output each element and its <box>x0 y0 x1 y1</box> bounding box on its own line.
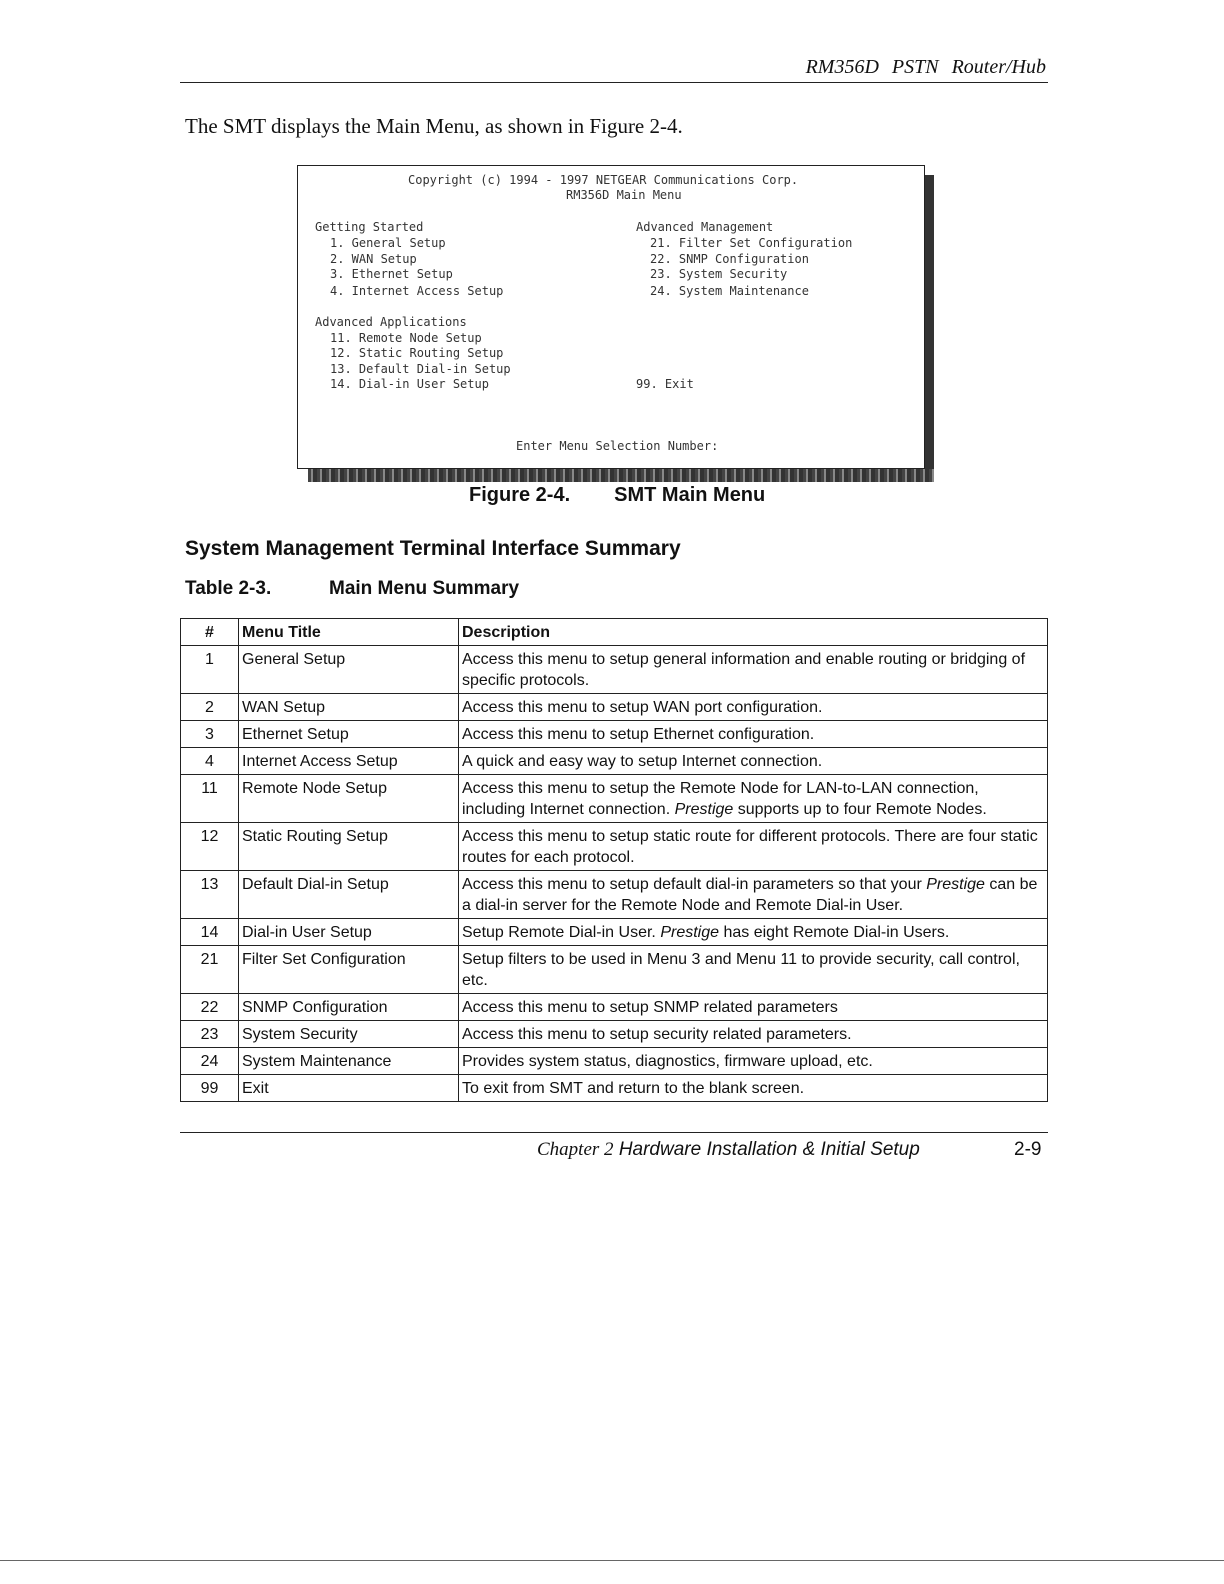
menu-item-filter-set-configuration: 21. Filter Set Configuration <box>650 236 853 250</box>
row-menu-title: System Security <box>239 1021 459 1048</box>
table-row <box>181 823 1048 871</box>
row-menu-title: Ethernet Setup <box>239 721 459 748</box>
row-number: 12 <box>181 823 239 871</box>
row-menu-title: Remote Node Setup <box>239 775 459 823</box>
product-name: Prestige <box>674 801 734 818</box>
figure-label: Figure 2-4. <box>469 484 571 506</box>
table-row <box>181 721 1048 748</box>
row-description: Setup filters to be used in Menu 3 and Menu 11 to provide security, call control, etc. <box>459 946 1048 994</box>
table-label: Table 2-3. <box>185 578 272 599</box>
row-description: A quick and easy way to setup Internet connection. <box>459 748 1048 775</box>
row-menu-title: Dial-in User Setup <box>239 919 459 946</box>
figure-title: SMT Main Menu <box>614 484 766 506</box>
row-number: 23 <box>181 1021 239 1048</box>
menu-item-general-setup: 1. General Setup <box>330 236 446 250</box>
row-menu-title: System Maintenance <box>239 1048 459 1075</box>
row-number: 22 <box>181 994 239 1021</box>
table-title: Main Menu Summary <box>329 578 520 599</box>
header-menu-title: Menu Title <box>239 619 459 646</box>
row-number: 21 <box>181 946 239 994</box>
row-menu-title: SNMP Configuration <box>239 994 459 1021</box>
section-heading: System Management Terminal Interface Summary <box>185 537 681 560</box>
header-rule <box>180 82 1048 83</box>
row-menu-title: WAN Setup <box>239 694 459 721</box>
row-number: 4 <box>181 748 239 775</box>
row-description: Access this menu to setup the Remote Node for LAN-to-LAN connection, including Internet connection. Prestige supports up to four Remote Nodes. <box>459 775 1048 823</box>
menu-item-dial-in-user-setup: 14. Dial-in User Setup <box>330 377 489 391</box>
row-menu-title: Static Routing Setup <box>239 823 459 871</box>
scan-edge-rule <box>0 1560 1224 1561</box>
menu-item-exit: 99. Exit <box>636 377 694 391</box>
footer-rule <box>180 1132 1048 1133</box>
table-row <box>181 1021 1048 1048</box>
row-description: Access this menu to setup Ethernet configuration. <box>459 721 1048 748</box>
smt-terminal-screen <box>297 165 925 469</box>
terminal-subtitle: RM356D Main Menu <box>566 188 682 202</box>
table-row <box>181 775 1048 823</box>
menu-item-wan-setup: 2. WAN Setup <box>330 252 417 266</box>
main-menu-summary-table <box>180 618 1048 1102</box>
row-menu-title: General Setup <box>239 646 459 694</box>
table-row <box>181 748 1048 775</box>
row-number: 13 <box>181 871 239 919</box>
terminal-copyright: Copyright (c) 1994 - 1997 NETGEAR Communications Corp. <box>408 173 799 187</box>
row-description: Access this menu to setup general information and enable routing or bridging of specific protocols. <box>459 646 1048 694</box>
header-number: # <box>181 619 239 646</box>
row-description: Access this menu to setup WAN port configuration. <box>459 694 1048 721</box>
footer-chapter <box>537 1139 920 1161</box>
table-caption <box>185 578 520 600</box>
row-description: Setup Remote Dial-in User. Prestige has eight Remote Dial-in Users. <box>459 919 1048 946</box>
row-number: 14 <box>181 919 239 946</box>
figure-caption <box>469 484 765 507</box>
table-row <box>181 1075 1048 1102</box>
product-name: Prestige <box>660 924 720 941</box>
row-number: 2 <box>181 694 239 721</box>
row-number: 24 <box>181 1048 239 1075</box>
row-number: 99 <box>181 1075 239 1102</box>
advanced-applications-heading: Advanced Applications <box>315 315 467 329</box>
row-number: 11 <box>181 775 239 823</box>
row-description: Access this menu to setup default dial-in parameters so that your Prestige can be a dial-in server for the Remote Node and Remote Dial-in User. <box>459 871 1048 919</box>
footer-chapter-title: Hardware Installation & Initial Setup <box>618 1139 920 1160</box>
table-row <box>181 871 1048 919</box>
running-header-title: RM356D PSTN Router/Hub <box>805 56 1046 78</box>
table-row <box>181 646 1048 694</box>
terminal-shadow <box>924 175 934 482</box>
advanced-management-heading: Advanced Management <box>636 220 774 234</box>
row-description: Access this menu to setup static route for different protocols. There are four static routes for each protocol. <box>459 823 1048 871</box>
row-menu-title: Exit <box>239 1075 459 1102</box>
table-row <box>181 1048 1048 1075</box>
page-number: 2-9 <box>1014 1139 1042 1160</box>
table-row <box>181 694 1048 721</box>
menu-item-snmp-configuration: 22. SNMP Configuration <box>650 252 809 266</box>
header-description: Description <box>459 619 1048 646</box>
menu-item-remote-node-setup: 11. Remote Node Setup <box>330 331 482 345</box>
row-description: Access this menu to setup SNMP related parameters <box>459 994 1048 1021</box>
footer-chapter-number: Chapter 2 <box>537 1139 614 1160</box>
menu-item-system-maintenance: 24. System Maintenance <box>650 284 809 298</box>
terminal-shadow-bottom <box>308 469 934 482</box>
row-number: 3 <box>181 721 239 748</box>
menu-item-static-routing-setup: 12. Static Routing Setup <box>330 346 504 360</box>
menu-item-internet-access-setup: 4. Internet Access Setup <box>330 284 504 298</box>
table-row <box>181 994 1048 1021</box>
table-row <box>181 919 1048 946</box>
row-menu-title: Default Dial-in Setup <box>239 871 459 919</box>
row-number: 1 <box>181 646 239 694</box>
row-menu-title: Internet Access Setup <box>239 748 459 775</box>
row-menu-title: Filter Set Configuration <box>239 946 459 994</box>
table-header-row <box>181 619 1048 646</box>
row-description: Provides system status, diagnostics, firmware upload, etc. <box>459 1048 1048 1075</box>
terminal-prompt: Enter Menu Selection Number: <box>516 439 719 453</box>
intro-paragraph: The SMT displays the Main Menu, as shown in Figure 2-4. <box>185 114 683 138</box>
row-description: To exit from SMT and return to the blank screen. <box>459 1075 1048 1102</box>
row-description: Access this menu to setup security related parameters. <box>459 1021 1048 1048</box>
getting-started-heading: Getting Started <box>315 220 424 234</box>
menu-item-default-dial-in-setup: 13. Default Dial-in Setup <box>330 362 511 376</box>
product-name: Prestige <box>926 876 985 893</box>
menu-item-system-security: 23. System Security <box>650 267 788 281</box>
menu-item-ethernet-setup: 3. Ethernet Setup <box>330 267 453 281</box>
table-row <box>181 946 1048 994</box>
